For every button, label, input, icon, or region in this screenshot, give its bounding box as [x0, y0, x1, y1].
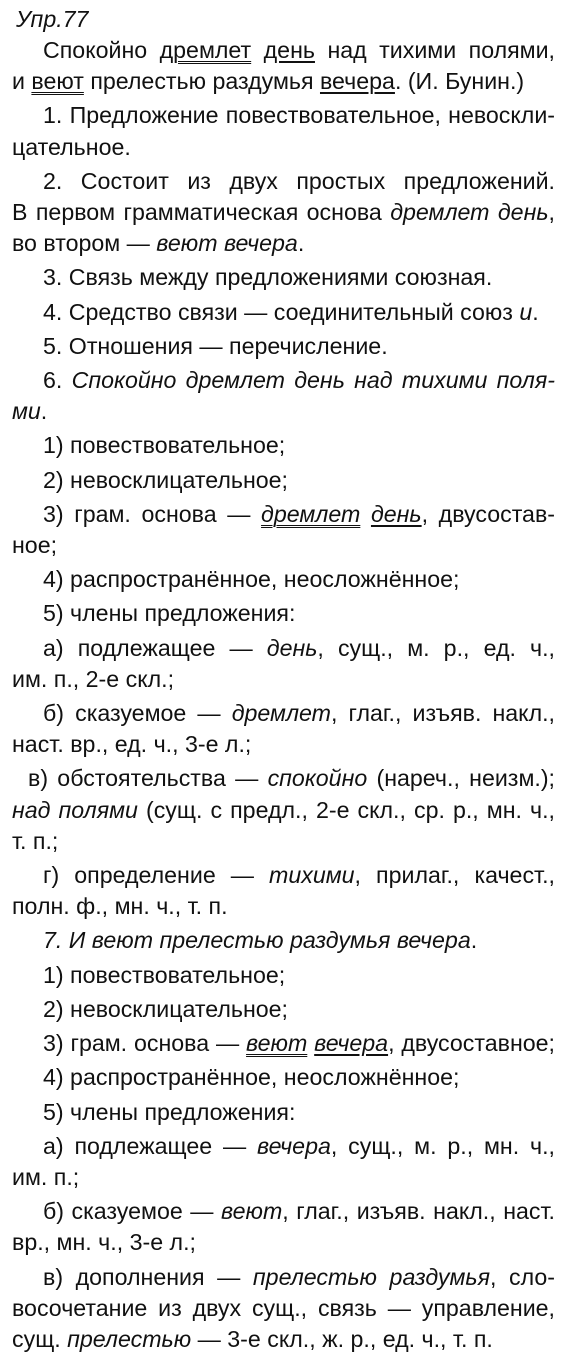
part-6-member-g-cont: полн. ф., мн. ч., т. п. — [12, 893, 228, 920]
part-6-member-v-end: т. п.; — [12, 827, 59, 854]
point-1-line-2: цательное. — [12, 133, 131, 160]
sentence-line-1: Спокойно дремлет день над тихими полями, — [43, 37, 555, 63]
part-7-item-3: 3) грам. основа — веют вечера, двусоставное; — [43, 1030, 555, 1057]
point-3: 3. Связь между предложениями союзная. — [43, 264, 493, 291]
point-2-line-1: 2. Состоит из двух простых предложений. — [43, 167, 555, 194]
part-7-member-v-cont: восочетание из двух сущ., связь — управление, — [12, 1294, 555, 1321]
part-6-item-5: 5) члены предложения: — [43, 600, 296, 627]
sentence-predicate-2: веют — [31, 68, 84, 95]
point-2-line-3: во втором — веют вечера. — [12, 230, 305, 257]
part-6-item-1: 1) повествовательное; — [43, 432, 286, 459]
exercise-title: Упр.77 — [16, 6, 89, 32]
part-6-heading-line-1: 6. Спокойно дремлет день над тихими поля- — [43, 367, 555, 394]
part-6-member-v-cont: над полями (сущ. с предл., 2-е скл., ср. р., мн. ч., — [12, 796, 555, 823]
point-5: 5. Отношения — перечисление. — [43, 332, 388, 359]
part-7-heading: 7. И веют прелестью раздумья вечера. — [43, 927, 478, 954]
part-7-item-1: 1) повествовательное; — [43, 961, 286, 988]
source-sentence — [12, 35, 555, 97]
part-6-predicate: дремлет — [261, 500, 361, 527]
sentence-predicate: дремлет — [159, 37, 252, 63]
part-7-member-v-end: сущ. прелестью — 3-е скл., ж. р., ед. ч., т. п. — [12, 1325, 493, 1352]
part-7-member-b-cont: вр., мн. ч., 3-е л.; — [12, 1229, 196, 1256]
sentence-subject-2: вечера — [319, 68, 395, 95]
part-6-subject: день — [370, 500, 422, 527]
part-7-member-b: б) сказуемое — веют, глаг., изъяв. накл., наст. — [43, 1198, 555, 1225]
part-6-member-b-cont: наст. вр., ед. ч., 3-е л.; — [12, 731, 252, 758]
point-1-line-1: 1. Предложение повествовательное, невоскли- — [43, 102, 555, 129]
part-7-item-2: 2) невосклицательное; — [43, 995, 288, 1022]
part-6-item-4: 4) распространённое, неосложнённое; — [43, 566, 460, 593]
part-7-subject: вечера — [314, 1030, 389, 1057]
part-6-item-3-cont: ное; — [12, 532, 58, 559]
part-6-item-2: 2) невосклицательное; — [43, 466, 288, 493]
part-6-item-3: 3) грам. основа — дремлет день, двусостав- — [43, 500, 555, 527]
part-6-heading-line-2: ми. — [12, 398, 48, 425]
part-6-member-a-cont: им. п., 2-е скл.; — [12, 665, 175, 692]
part-6 — [12, 365, 555, 925]
part-6-member-a: а) подлежащее — день, сущ., м. р., ед. ч., — [43, 634, 555, 661]
point-2-line-2: В первом грамматическая основа дремлет день, — [12, 199, 555, 226]
sentence-subject: день — [263, 37, 315, 63]
part-7-member-a: а) подлежащее — вечера, сущ., м. р., мн. ч., — [43, 1132, 555, 1159]
analysis-points — [12, 100, 555, 365]
part-7-member-a-cont: им. п.; — [12, 1163, 80, 1190]
part-7-item-5: 5) члены предложения: — [43, 1098, 296, 1125]
part-7-item-4: 4) распространённое, неосложнённое; — [43, 1064, 460, 1091]
point-4: 4. Средство связи — соединительный союз и. — [43, 298, 539, 325]
part-6-member-g: г) определение — тихими, прилаг., качест., — [43, 862, 555, 889]
sentence-line-2: и веют прелестью раздумья вечера. (И. Бунин.) — [12, 68, 525, 95]
part-7 — [12, 925, 555, 1355]
part-7-predicate: веют — [246, 1030, 308, 1057]
part-6-member-v: в) обстоятельства — спокойно (нареч., неизм.); — [28, 765, 555, 792]
part-7-member-v: в) дополнения — прелестью раздумья, сло- — [43, 1263, 556, 1290]
part-6-member-b: б) сказуемое — дремлет, глаг., изъяв. накл., — [43, 700, 556, 727]
